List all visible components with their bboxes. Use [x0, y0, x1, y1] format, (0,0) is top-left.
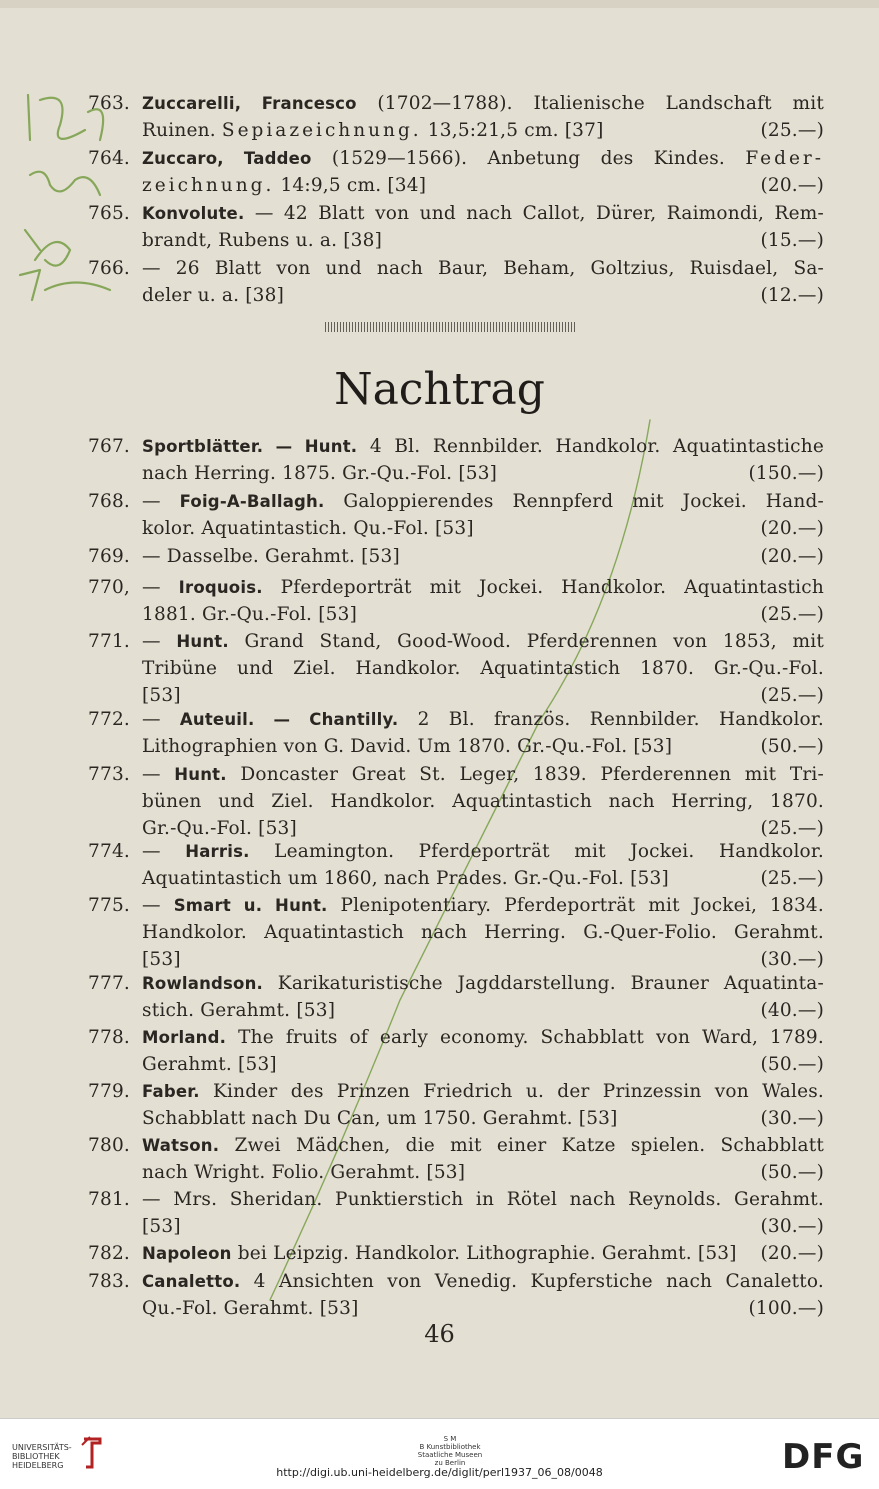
artist-name: Auteuil. — Chantilly.: [179, 710, 399, 729]
entry-text: —: [142, 631, 161, 652]
artist-name: Watson.: [142, 1136, 220, 1155]
price: (50.—): [760, 736, 824, 757]
entry-text: — Dasselbe. Gerahmt. [53]: [142, 546, 400, 567]
catalog-entry-774: [88, 838, 824, 892]
entry-text: Pferdeporträt mit Jockei. Handkolor. Aquatintastich: [280, 577, 824, 598]
price: (15.—): [760, 230, 824, 251]
artist-name: Morland.: [142, 1028, 227, 1047]
entry-text: — Mrs. Sheridan. Punktierstich in Rötel nach Reynolds. Gerahmt.: [142, 1189, 824, 1210]
artist-name: Hunt.: [174, 765, 227, 784]
entry-text: brandt, Rubens u. a. [38]: [142, 230, 383, 251]
catalog-entry-777: [88, 970, 824, 1024]
artist-name: Zuccaro, Taddeo: [142, 149, 312, 168]
entry-text: —: [142, 491, 161, 512]
ornamental-divider: [325, 322, 577, 332]
catalog-entry-783: [88, 1268, 824, 1322]
entry-number: 780.: [88, 1135, 130, 1156]
price: (30.—): [760, 1216, 824, 1237]
entry-number: 768.: [88, 491, 130, 512]
price: (40.—): [760, 1000, 824, 1021]
artist-name: Canaletto.: [142, 1272, 241, 1291]
entry-text: Grand Stand, Good-Wood. Pferderennen von 1853, mit: [244, 631, 824, 652]
artist-name: Foig-A-Ballagh.: [179, 492, 325, 511]
entry-text: —: [142, 841, 161, 862]
entry-text: Doncaster Great St. Leger, 1839. Pferderennen mit Tri-: [240, 764, 824, 785]
entry-text: 4 Ansichten von Venedig. Kupferstiche nach Canaletto.: [253, 1271, 824, 1292]
price: (150.—): [748, 463, 824, 484]
pencil-mark-3: [25, 230, 70, 266]
entry-text: —: [142, 764, 161, 785]
footer-text: B Kunstbibliothek: [419, 1443, 481, 1451]
price: (20.—): [760, 1243, 824, 1264]
price: (25.—): [760, 685, 824, 706]
catalog-entry-780: [88, 1132, 824, 1186]
entry-text: Feder-: [745, 148, 824, 169]
artist-name: Harris.: [185, 842, 250, 861]
catalog-entry-765: [88, 200, 824, 254]
catalog-entry-771: [88, 628, 824, 709]
price: (30.—): [760, 1108, 824, 1129]
artist-name: Iroquois.: [178, 578, 263, 597]
price: (25.—): [760, 604, 824, 625]
entry-number: 769.: [88, 546, 130, 567]
entry-text: 2 Bl. französ. Rennbilder. Handkolor.: [417, 709, 824, 730]
entry-number: 774.: [88, 841, 130, 862]
price: (25.—): [760, 120, 824, 141]
entry-text: [53]: [142, 949, 181, 970]
section-heading: Nachtrag: [334, 364, 545, 415]
entry-text: deler u. a. [38]: [142, 285, 285, 306]
artist-name: Smart u. Hunt.: [173, 896, 328, 915]
artist-name: Rowlandson.: [142, 974, 264, 993]
entry-number: 781.: [88, 1189, 130, 1210]
entry-number: 770,: [88, 577, 130, 598]
catalog-entry-775: [88, 892, 824, 973]
entry-number: 773.: [88, 764, 130, 785]
entry-text: Schabblatt nach Du Can, um 1750. Gerahmt. [53]: [142, 1108, 618, 1129]
catalog-entry-782: [88, 1240, 824, 1267]
dfg-logo: DFG: [782, 1437, 865, 1477]
page-number: 46: [424, 1320, 455, 1348]
price: (20.—): [760, 518, 824, 539]
catalog-entry-781: [88, 1186, 824, 1240]
entry-number: 779.: [88, 1081, 130, 1102]
catalog-entry-764: [88, 145, 824, 199]
entry-text: — 26 Blatt von und nach Baur, Beham, Goltzius, Ruisdael, Sa-: [142, 258, 824, 279]
entry-text: The fruits of early economy. Schabblatt von Ward, 1789.: [238, 1027, 824, 1048]
entry-text: —: [142, 577, 161, 598]
entry-text: Tribüne und Ziel. Handkolor. Aquatintastich 1870. Gr.-Qu.-Fol.: [142, 658, 824, 679]
catalog-entry-763: [88, 90, 824, 144]
museum-credit: [380, 1435, 520, 1467]
entry-number: 777.: [88, 973, 130, 994]
entry-number: 764.: [88, 148, 130, 169]
entry-number: 766.: [88, 258, 130, 279]
entry-text: bünen und Ziel. Handkolor. Aquatintastich nach Herring, 1870.: [142, 791, 824, 812]
artist-name: Hunt.: [176, 632, 229, 651]
footer-text: BIBLIOTHEK: [12, 1452, 60, 1461]
entry-text: [53]: [142, 1216, 181, 1237]
entry-text: Lithographien von G. David. Um 1870. Gr.-Qu.-Fol. [53]: [142, 736, 673, 757]
entry-text: bei Leipzig. Handkolor. Lithographie. Gerahmt. [53]: [237, 1243, 737, 1264]
entry-number: 765.: [88, 203, 130, 224]
entry-text: — 42 Blatt von und nach Callot, Dürer, Raimondi, Rem-: [254, 203, 824, 224]
artist-name: Zuccarelli, Francesco: [142, 94, 357, 113]
artist-name: Napoleon: [142, 1244, 232, 1263]
catalog-entry-773: [88, 761, 824, 842]
entry-text: Qu.-Fol. Gerahmt. [53]: [142, 1298, 359, 1319]
entry-text: stich. Gerahmt. [53]: [142, 1000, 336, 1021]
entry-number: 763.: [88, 93, 130, 114]
source-url[interactable]: http://digi.ub.uni-heidelberg.de/diglit/perl1937_06_08/0048: [276, 1466, 603, 1479]
price: (20.—): [760, 546, 824, 567]
footer-text: UNIVERSITÄTS-: [12, 1443, 72, 1452]
entry-text: 4 Bl. Rennbilder. Handkolor. Aquatintastiche: [369, 436, 825, 457]
entry-text: nach Herring. 1875. Gr.-Qu.-Fol. [53]: [142, 463, 498, 484]
entry-text: —: [142, 709, 161, 730]
entry-text: Handkolor. Aquatintastich nach Herring. G.-Quer-Folio. Gerahmt.: [142, 922, 824, 943]
entry-text: Ruinen.: [142, 120, 216, 141]
entry-text: Sepiazeichnung.: [221, 120, 422, 141]
entry-text: Zwei Mädchen, die mit einer Katze spielen. Schabblatt: [234, 1135, 824, 1156]
entry-number: 778.: [88, 1027, 130, 1048]
entry-text: 13,5:21,5 cm. [37]: [427, 120, 604, 141]
entry-text: nach Wright. Folio. Gerahmt. [53]: [142, 1162, 466, 1183]
entry-number: 772.: [88, 709, 130, 730]
price: (12.—): [760, 285, 824, 306]
artist-name: Faber.: [142, 1082, 200, 1101]
artist-name: Konvolute.: [142, 204, 245, 223]
catalog-entry-779: [88, 1078, 824, 1132]
entry-text: (1529—1566). Anbetung des Kindes.: [331, 148, 726, 169]
entry-number: 782.: [88, 1243, 130, 1264]
entry-text: zeichnung.: [142, 175, 275, 196]
price: (30.—): [760, 949, 824, 970]
entry-text: Galoppierendes Rennpferd mit Jockei. Hand-: [343, 491, 824, 512]
entry-text: Aquatintastich um 1860, nach Prades. Gr.-Qu.-Fol. [53]: [142, 868, 669, 889]
catalog-entry-778: [88, 1024, 824, 1078]
catalog-entry-767: [88, 433, 824, 487]
entry-text: Kinder des Prinzen Friedrich u. der Prinzessin von Wales.: [212, 1081, 824, 1102]
catalog-entry-766: [88, 255, 824, 309]
entry-text: [53]: [142, 685, 181, 706]
price: (50.—): [760, 1162, 824, 1183]
entry-number: 771.: [88, 631, 130, 652]
entry-text: 1881. Gr.-Qu.-Fol. [53]: [142, 604, 357, 625]
footer-text: S M: [443, 1435, 457, 1443]
footer-text: zu Berlin: [434, 1459, 466, 1467]
entry-text: Gerahmt. [53]: [142, 1054, 277, 1075]
entry-text: 14:9,5 cm. [34]: [280, 175, 427, 196]
entry-number: 767.: [88, 436, 130, 457]
price: (25.—): [760, 868, 824, 889]
catalog-entry-768: [88, 488, 824, 542]
entry-text: Gr.-Qu.-Fol. [53]: [142, 818, 297, 839]
entry-number: 775.: [88, 895, 130, 916]
entry-text: kolor. Aquatintastich. Qu.-Fol. [53]: [142, 518, 474, 539]
price: (100.—): [748, 1298, 824, 1319]
price: (50.—): [760, 1054, 824, 1075]
footer-text: Staatliche Museen: [417, 1451, 483, 1459]
catalog-entry-772: [88, 706, 824, 760]
entry-number: 783.: [88, 1271, 130, 1292]
catalog-entry-770: [88, 574, 824, 628]
footer-text: HEIDELBERG: [12, 1461, 64, 1470]
entry-text: Karikaturistische Jagddarstellung. Brauner Aquatinta-: [277, 973, 824, 994]
entry-text: Leamington. Pferdeporträt mit Jockei. Handkolor.: [274, 841, 824, 862]
entry-text: —: [142, 895, 161, 916]
entry-text: (1702—1788). Italienische Landschaft mit: [377, 93, 824, 114]
catalog-entry-769: [88, 543, 824, 570]
entry-text: Plenipotentiary. Pferdeporträt mit Jockei, 1834.: [340, 895, 824, 916]
price: (25.—): [760, 818, 824, 839]
artist-name: Sportblätter. — Hunt.: [142, 437, 358, 456]
price: (20.—): [760, 175, 824, 196]
